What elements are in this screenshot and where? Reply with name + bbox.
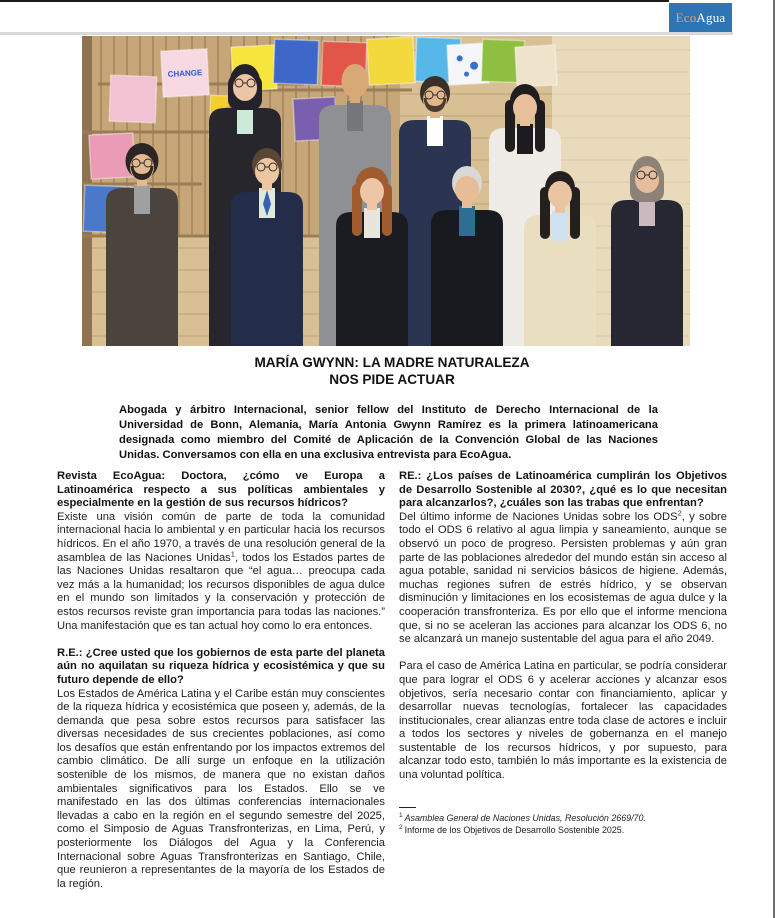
page-top-border (0, 0, 669, 2)
right-answer-1 (399, 508, 727, 647)
left-column (57, 470, 385, 891)
article-title (57, 355, 727, 388)
footnote-2-mark: 2 (399, 824, 403, 832)
right-question-1: RE.: ¿Los países de Latinoamérica cumplirán los Objetivos de Desarrollo Sostenible al 2030?, ¿qué es lo que necesitan para alcanzarlos?, ¿cuáles son las trabas que enfrentan? (399, 470, 727, 510)
article-title-line1: MARÍA GWYNN: LA MADRE NATURALEZA (254, 355, 530, 370)
left-answer-1-text-a: Existe una visión común de parte de toda la comunidad internacional hacia lo ambiental y en particular hacia los recursos hídricos. En el año 1970, a través de una resolución general de la asamblea de las Naciones Unidas (57, 510, 385, 564)
right-answer-1-text-b: , y sobre todo el ODS 6 relativo al agua limpia y saneamiento, aunque se observó un poco de progreso. Persisten problemas y aún gran parte de las poblaciones alrededor del mundo están sin acceso al agua potable, sanidad ni servicios básicos de higiene. Además, muchas regiones sufren de estrés hídrico, y se observan disminución y limitaciones en los ecosistemas de agua dulce y la cooperación transfronteriza. Es por ello que el informe menciona que, si no se aceleran las acciones para alcanzar los ODS 6, no se alcanzará un manejo sustentable del agua para el año 2049. (399, 510, 727, 646)
svg-text:CHANGE: CHANGE (167, 68, 203, 79)
footnote-1-mark: 1 (399, 812, 403, 820)
article-lede: Abogada y árbitro Internacional, senior fellow del Instituto de Derecho Internacional de la Universidad de Bonn, Alemania, María Antonia Gwynn Ramírez es la primera latinoamericana designada como miembro del Comité de Aplicación de la Convención Global de las Naciones Unidas. Conversamos con ella en una exclusiva entrevista para EcoAgua. (119, 404, 658, 462)
right-column (399, 470, 727, 836)
group-photo (82, 36, 690, 346)
footnote-1 (399, 812, 727, 824)
header-divider (0, 32, 733, 35)
left-answer-1 (57, 511, 385, 633)
group-photo-illustration (82, 36, 690, 346)
footnote-2 (399, 824, 727, 836)
right-answer-1-text-a: Del último informe de Naciones Unidas sobre los ODS (399, 510, 678, 523)
footnote-divider (399, 807, 416, 809)
footnotes (399, 807, 727, 837)
left-answer-2: Los Estados de América Latina y el Caribe están muy conscientes de la riqueza hídrica y ecosistémica que poseen y, además, de la demanda que pesa sobre estos recursos para satisfacer las diversas necesidades de sus crecientes poblaciones, así como los desafíos que están enfrentando por los impactos extremos del cambio climático. De allí surge un enfoque en la utilización sostenible de los mismos, de manera que no existan daños ambientales significativos para los Estados. Ello se ve manifestado en las dos últimas conferencias internacionales llevadas a cabo en la región en el segundo semestre del 2025, como el Simposio de Aguas Transfronterizas, en Lima, Perú, y posteriormente los Diálogos del Agua y la Conferencia Internacional sobre Aguas Transfronterizas en Santiago, Chile, que reunieron a representantes de la mayoría de los Estados de la región. (57, 687, 385, 890)
footnote-ref-1: 1 (230, 548, 235, 558)
logo-text-eco: Eco (675, 9, 697, 25)
footnote-ref-2: 2 (677, 508, 682, 518)
ecoagua-logo (669, 3, 732, 32)
page-right-border (773, 0, 775, 918)
footnote-1-text: Asamblea General de Naciones Unidas, Resolución 2669/70. (404, 813, 646, 824)
left-question-1: Revista EcoAgua: Doctora, ¿cómo ve Europa a Latinoamérica respecto a sus políticas ambientales y especialmente en la gestión de sus recursos hídricos? (57, 470, 385, 510)
left-answer-1-text-b: , todos los Estados partes de las Naciones Unidas resaltaron que “el agua… preocupa cada vez más a la humanidad; los recursos disponibles de agua dulce en el mundo son limitados y la conservación y protección de estos recursos reviste gran importancia para todas las naciones.” Una manifestación que es tan actual hoy como lo era entonces. (57, 551, 386, 632)
article-title-line2: NOS PIDE ACTUAR (329, 371, 455, 387)
left-question-2: R.E.: ¿Cree usted que los gobiernos de esta parte del planeta aún no aquilatan su riqueza hídrica y ecosistémica y que su futuro depende de ello? (57, 646, 385, 686)
footnote-2-text: Informe de los Objetivos de Desarrollo Sostenible 2025. (404, 825, 625, 836)
logo-text-agua: Agua (696, 9, 726, 25)
right-answer-2: Para el caso de América Latina en particular, se podría considerar que para lograr el ODS 6 y acelerar acciones y alcanzar esos objetivos, sería necesario contar con financiamiento, aplicar y desarrollar nuevas tecnologías, fortalecer las capacidades institucionales, crear alianzas entre toda clase de actores e incluir a todos los sectores y niveles de gobernanza en el manejo sustentable de los recursos hídricos, y por supuesto, para alcanzar todo esto, también lo más importante es la existencia de una voluntad política. (399, 660, 727, 782)
